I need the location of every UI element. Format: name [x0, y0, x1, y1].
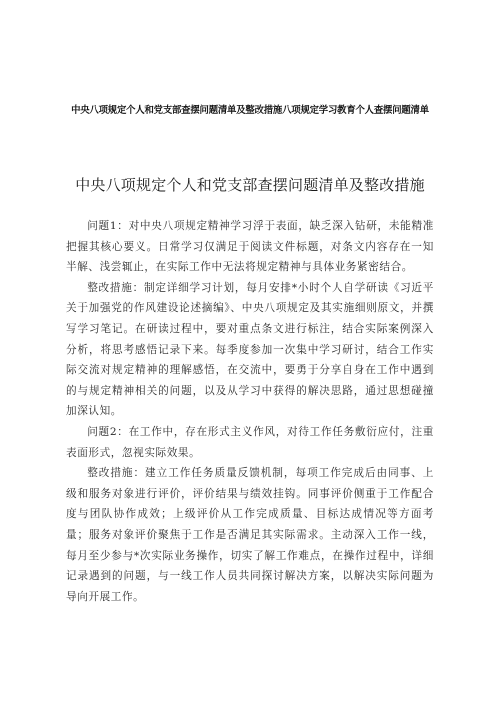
document-title: 中央八项规定个人和党支部查摆问题清单及整改措施 — [75, 176, 425, 194]
paragraph-measures-1: 整改措施：制定详细学习计划，每月安排*小时个人自学研读《习近平关于加强党的作风建设论述摘编》、中央八项规定及其实施细则原文，并撰写学习笔记。在研读过程中，要对重点条文进行标注，结合实际案例深入分析，将思考感悟记录下来。每季度参加一次集中学习研讨，结合工作实际交流对规定精神的理解感悟，在交流中，要勇于分享自身在工作中遇到的与规定精神相关的问题，以及从学习中获得的解决思路，通过思想碰撞加深认知。 — [66, 281, 434, 418]
running-header: 中央八项规定个人和党支部查摆问题清单及整改措施八项规定学习教育个人查摆问题清单 — [71, 105, 429, 116]
paragraph-problem-2: 问题2：在工作中，存在形式主义作风，对待工作任务敷衍应付，注重表面形式，忽视实际效果。 — [66, 425, 434, 459]
document-body — [66, 216, 434, 607]
paragraph-problem-1: 问题1：对中央八项规定精神学习浮于表面，缺乏深入钻研，未能精准把握其核心要义。日常学习仅满足于阅读文件标题，对条文内容存在一知半解、浅尝辄止，在实际工作中无法将规定精神与具体业务紧密结合。 — [66, 220, 434, 274]
paragraph-measures-2: 整改措施：建立工作任务质量反馈机制，每项工作完成后由同事、上级和服务对象进行评价，评价结果与绩效挂钩。同事评价侧重于工作配合度与团队协作成效；上级评价从工作完成质量、目标达成情况等方面考量；服务对象评价聚焦于工作是否满足其实际需求。主动深入工作一线，每月至少参与*次实际业务操作，切实了解工作难点，在操作过程中，详细记录遇到的问题，与一线工作人员共同探讨解决方案，以解决实际问题为导向开展工作。 — [66, 467, 434, 603]
